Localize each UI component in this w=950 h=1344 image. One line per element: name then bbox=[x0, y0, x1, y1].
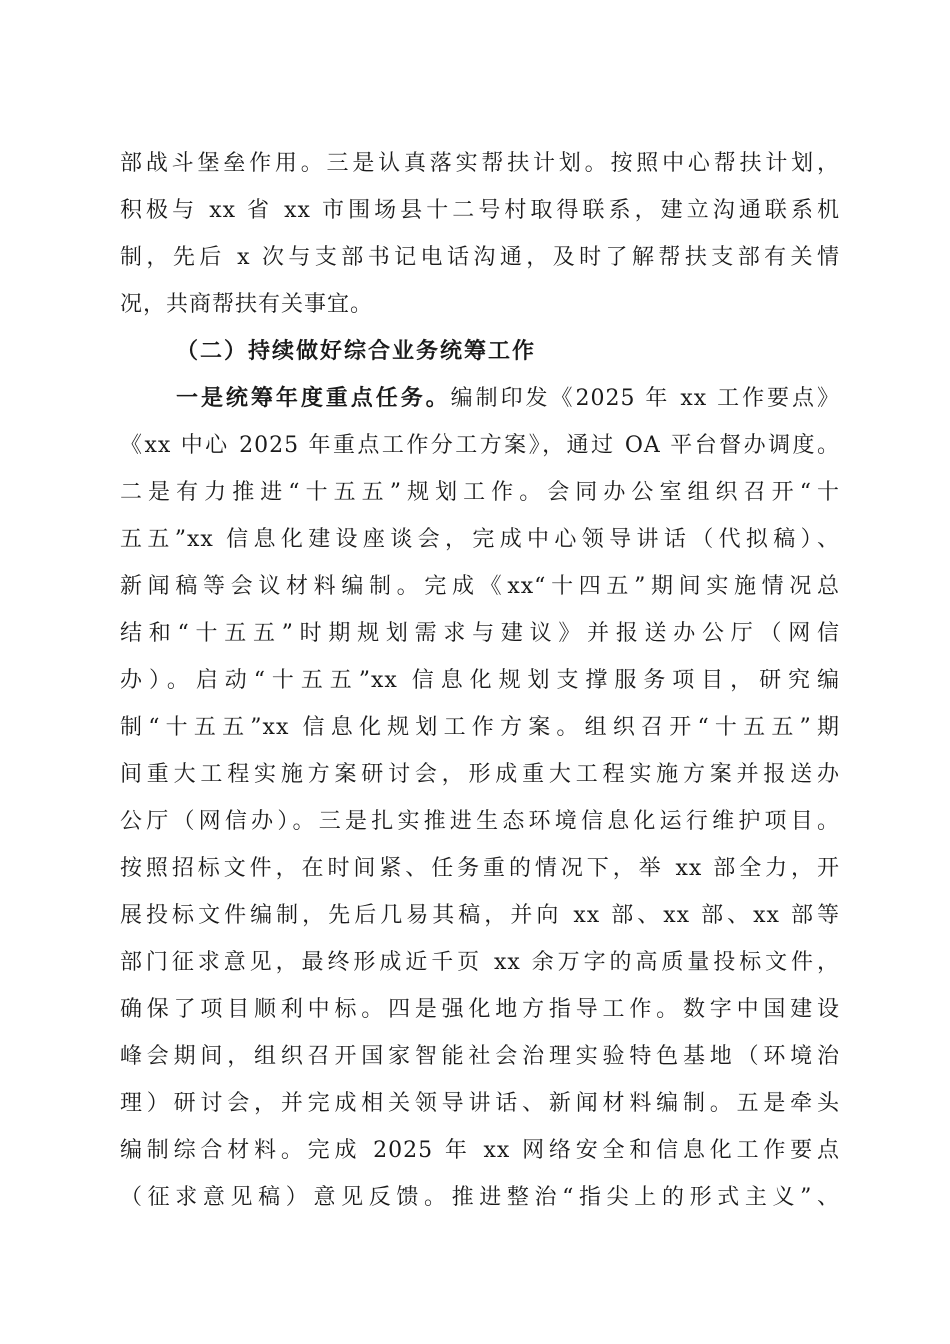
body-text-line: 况，共商帮扶有关事宜。 bbox=[120, 292, 374, 317]
body-text-line: 确保了项目顺利中标。四是强化地方指导工作。数字中国建设 bbox=[120, 997, 840, 1022]
lead-bold-phrase: 一是统筹年度重点任务。 bbox=[176, 386, 451, 411]
paragraph-lead-line bbox=[176, 379, 840, 419]
body-text-line: 展投标文件编制，先后几易其稿，并向 xx 部、xx 部、xx 部等 bbox=[120, 903, 840, 928]
body-text-line: 部门征求意见，最终形成近千页 xx 余万字的高质量投标文件， bbox=[120, 950, 840, 975]
body-text-line: 编制综合材料。完成 2025 年 xx 网络安全和信息化工作要点 bbox=[120, 1138, 840, 1163]
body-text-line: 制“十五五”xx 信息化规划工作方案。组织召开“十五五”期 bbox=[120, 715, 840, 740]
section-heading: （二）持续做好综合业务统筹工作 bbox=[176, 339, 537, 364]
body-text-line: 部战斗堡垒作用。三是认真落实帮扶计划。按照中心帮扶计划， bbox=[120, 151, 840, 176]
body-text-line: 新闻稿等会议材料编制。完成《xx“十四五”期间实施情况总 bbox=[120, 574, 840, 599]
body-text-line: 峰会期间，组织召开国家智能社会治理实验特色基地（环境治 bbox=[120, 1044, 840, 1069]
body-text-line: 五五”xx 信息化建设座谈会，完成中心领导讲话（代拟稿）、 bbox=[120, 527, 840, 552]
body-text-line: （征求意见稿）意见反馈。推进整治“指尖上的形式主义”、 bbox=[120, 1185, 840, 1210]
body-text-line: 办）。启动“十五五”xx 信息化规划支撑服务项目，研究编 bbox=[120, 668, 840, 693]
body-text-line: 理）研讨会，并完成相关领导讲话、新闻材料编制。五是牵头 bbox=[120, 1091, 840, 1116]
body-text-line: 《xx 中心 2025 年重点工作分工方案》，通过 OA 平台督办调度。 bbox=[120, 433, 840, 458]
body-text-line: 公厅（网信办）。三是扎实推进生态环境信息化运行维护项目。 bbox=[120, 809, 840, 834]
body-text-line: 制，先后 x 次与支部书记电话沟通，及时了解帮扶支部有关情 bbox=[120, 245, 840, 270]
lead-rest-text: 编制印发《2025 年 xx 工作要点》 bbox=[450, 386, 840, 411]
body-text-line: 积极与 xx 省 xx 市围场县十二号村取得联系，建立沟通联系机 bbox=[120, 198, 840, 223]
body-text-line: 二是有力推进“十五五”规划工作。会同办公室组织召开“十 bbox=[120, 480, 840, 505]
body-text-line: 按照招标文件，在时间紧、任务重的情况下，举 xx 部全力，开 bbox=[120, 856, 840, 881]
body-text-line: 间重大工程实施方案研讨会，形成重大工程实施方案并报送办 bbox=[120, 762, 840, 787]
body-text-line: 结和“十五五”时期规划需求与建议》并报送办公厅（网信 bbox=[120, 621, 840, 646]
